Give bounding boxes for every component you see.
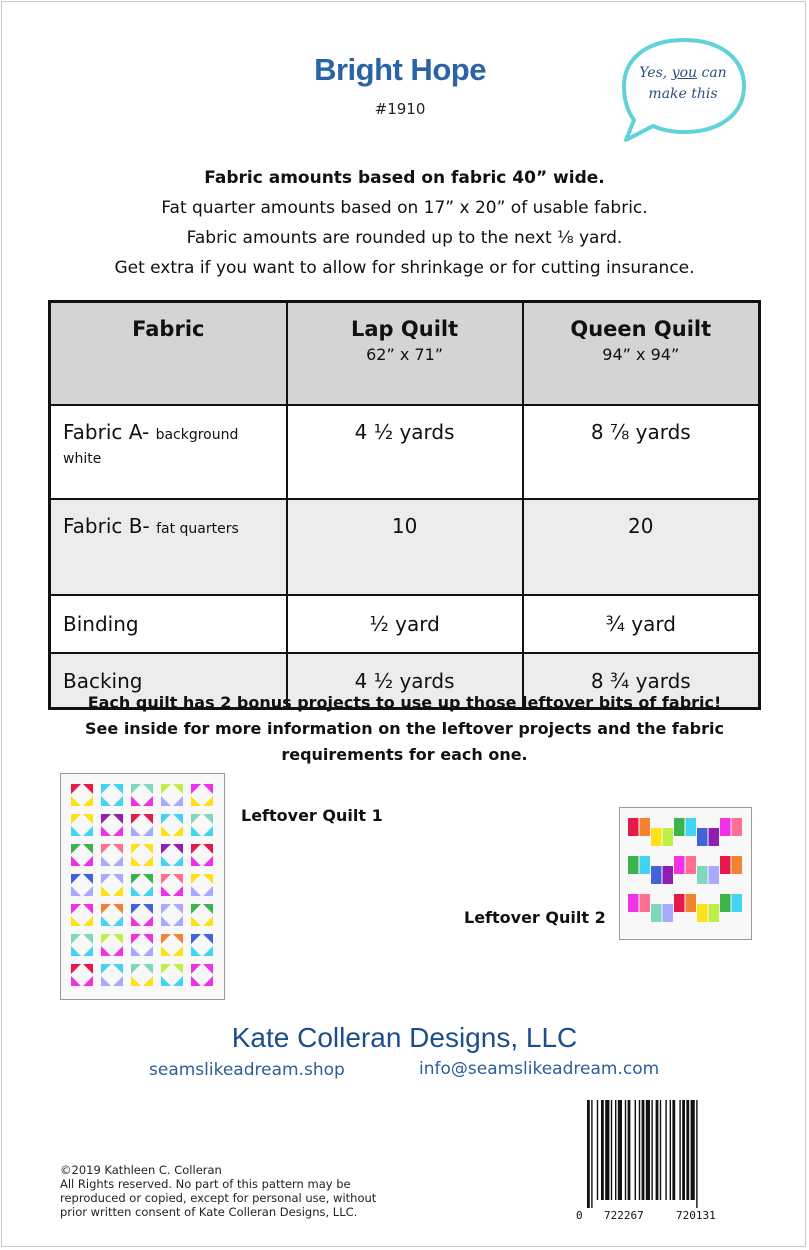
quilt-strip <box>697 828 708 846</box>
quilt-triangle <box>143 976 153 986</box>
quilt-triangle <box>173 934 183 944</box>
quilt-triangle <box>71 844 81 854</box>
quilt-triangle <box>203 874 213 884</box>
table-row <box>50 499 760 595</box>
quilt-triangle <box>143 784 153 794</box>
bonus-line-1: Each quilt has 2 bonus projects to use up those leftover bits of fabric! <box>87 693 722 712</box>
quilt-triangle <box>191 784 201 794</box>
quilt-triangle <box>191 934 201 944</box>
quilt-triangle <box>113 886 123 896</box>
quilt-triangle <box>191 946 201 956</box>
quilt-triangle <box>71 964 81 974</box>
leftover-quilt-1-image <box>60 773 225 1000</box>
pattern-title: Bright Hope <box>314 52 486 87</box>
quilt-triangle <box>101 814 111 824</box>
barcode-bar <box>615 1100 616 1200</box>
barcode-bar <box>682 1100 685 1200</box>
quilt-triangle <box>161 904 171 914</box>
quilt-triangle <box>83 796 93 806</box>
quilt-triangle <box>71 796 81 806</box>
quilt-triangle <box>143 916 153 926</box>
quilt-triangle <box>191 844 201 854</box>
barcode-bar <box>587 1100 590 1208</box>
table-row <box>50 405 760 499</box>
barcode-bar <box>605 1100 609 1200</box>
row-lap-amount: 4 ½ yards <box>287 653 523 709</box>
quilt-strip <box>628 856 639 874</box>
quilt-strip <box>663 828 674 846</box>
quilt-strip <box>651 866 662 884</box>
copyright-line: All Rights reserved. No part of this pattern may be <box>60 1177 351 1191</box>
quilt-triangle <box>173 814 183 824</box>
quilt-triangle <box>113 964 123 974</box>
barcode-bar <box>656 1100 659 1200</box>
row-fabric-name: Binding <box>50 595 287 653</box>
quilt-strip <box>732 818 743 836</box>
quilt-triangle <box>173 916 183 926</box>
quilt-triangle <box>71 784 81 794</box>
quilt-triangle <box>71 934 81 944</box>
quilt-triangle <box>131 856 141 866</box>
row-fabric-name: Fabric A- background white <box>50 405 287 499</box>
quilt-triangle <box>83 916 93 926</box>
quilt-triangle <box>203 934 213 944</box>
quilt-triangle <box>131 946 141 956</box>
quilt-triangle <box>161 916 171 926</box>
note-line-2: Fat quarter amounts based on 17” x 20” of usable fabric. <box>161 198 648 218</box>
quilt-triangle <box>191 814 201 824</box>
barcode-bar <box>691 1100 695 1200</box>
quilt-triangle <box>143 844 153 854</box>
quilt-strip <box>628 894 639 912</box>
quilt-triangle <box>101 856 111 866</box>
quilt-triangle <box>83 784 93 794</box>
quilt-strip <box>686 856 697 874</box>
quilt-strip <box>686 894 697 912</box>
quilt-1-blocks <box>61 774 224 999</box>
bonus-line-2: See inside for more information on the leftover projects and the fabric <box>85 719 724 738</box>
quilt-strip <box>720 818 731 836</box>
barcode-bar <box>591 1100 592 1208</box>
quilt-triangle <box>83 964 93 974</box>
quilt-triangle <box>113 844 123 854</box>
quilt-triangle <box>101 976 111 986</box>
quilt-triangle <box>101 886 111 896</box>
quilt-triangle <box>161 784 171 794</box>
barcode-digits-2: 720131 <box>676 1209 716 1222</box>
quilt-triangle <box>173 976 183 986</box>
quilt-triangle <box>161 814 171 824</box>
quilt-strip <box>720 856 731 874</box>
quilt-triangle <box>71 916 81 926</box>
row-lap-amount: ½ yard <box>287 595 523 653</box>
quilt-triangle <box>143 904 153 914</box>
quilt-triangle <box>173 856 183 866</box>
quilt-triangle <box>203 826 213 836</box>
quilt-triangle <box>131 964 141 974</box>
barcode-bar <box>646 1100 650 1200</box>
quilt-triangle <box>71 976 81 986</box>
quilt-triangle <box>161 844 171 854</box>
quilt-triangle <box>191 964 201 974</box>
bonus-projects-text <box>60 690 749 768</box>
fabric-notes <box>60 163 749 283</box>
copyright-line: prior written consent of Kate Colleran Designs, LLC. <box>60 1205 358 1219</box>
quilt-strip <box>720 894 731 912</box>
barcode-bar <box>651 1100 652 1200</box>
website-link[interactable]: seamslikeadream.shop <box>149 1060 345 1080</box>
quilt-triangle <box>191 976 201 986</box>
quilt-triangle <box>173 964 183 974</box>
row-queen-amount: 8 ¾ yards <box>523 653 760 709</box>
quilt-triangle <box>101 904 111 914</box>
quilt-triangle <box>173 904 183 914</box>
quilt-strip <box>674 894 685 912</box>
quilt-strip <box>709 904 720 922</box>
barcode-bar <box>601 1100 604 1200</box>
quilt-triangle <box>83 886 93 896</box>
copyright-line: reproduced or copied, except for personal use, without <box>60 1191 377 1205</box>
quilt-triangle <box>173 826 183 836</box>
row-lap-amount: 10 <box>287 499 523 595</box>
barcode-bar <box>670 1100 671 1200</box>
quilt-triangle <box>83 934 93 944</box>
company-name: Kate Colleran Designs, LLC <box>231 1022 578 1053</box>
barcode-bar <box>642 1100 645 1200</box>
barcode-bar <box>679 1100 680 1200</box>
row-fabric-name: Fabric B- fat quarters <box>50 499 287 595</box>
quilt-triangle <box>191 916 201 926</box>
quilt-triangle <box>83 904 93 914</box>
quilt-strip <box>674 856 685 874</box>
quilt-triangle <box>113 874 123 884</box>
quilt-strip <box>732 856 743 874</box>
fabric-requirements-table <box>48 300 761 710</box>
leftover-quilt-1-label: Leftover Quilt 1 <box>241 806 383 825</box>
quilt-strip <box>640 856 651 874</box>
quilt-triangle <box>131 874 141 884</box>
quilt-triangle <box>71 904 81 914</box>
table-row <box>50 595 760 653</box>
row-queen-amount: 20 <box>523 499 760 595</box>
quilt-triangle <box>83 844 93 854</box>
quilt-triangle <box>101 826 111 836</box>
quilt-triangle <box>203 886 213 896</box>
header-queen-quilt: Queen Quilt 94” x 94” <box>523 302 760 406</box>
barcode-icon <box>587 1100 735 1208</box>
quilt-triangle <box>83 976 93 986</box>
quilt-triangle <box>83 814 93 824</box>
quilt-triangle <box>173 946 183 956</box>
barcode-bar <box>660 1100 661 1200</box>
quilt-triangle <box>101 844 111 854</box>
quilt-triangle <box>191 886 201 896</box>
quilt-triangle <box>131 796 141 806</box>
leftover-quilt-2-image <box>619 807 752 940</box>
quilt-triangle <box>161 856 171 866</box>
quilt-strip <box>697 904 708 922</box>
quilt-strip <box>697 866 708 884</box>
row-lap-amount: 4 ½ yards <box>287 405 523 499</box>
quilt-triangle <box>191 904 201 914</box>
quilt-triangle <box>113 904 123 914</box>
quilt-triangle <box>143 886 153 896</box>
quilt-triangle <box>131 916 141 926</box>
barcode-bar <box>696 1100 697 1208</box>
quilt-triangle <box>113 796 123 806</box>
barcode-bar <box>611 1100 612 1200</box>
quilt-triangle <box>203 796 213 806</box>
quilt-strip <box>709 828 720 846</box>
quilt-triangle <box>161 976 171 986</box>
quilt-triangle <box>131 784 141 794</box>
bonus-line-3: requirements for each one. <box>281 745 528 764</box>
copyright-line: ©2019 Kathleen C. Colleran <box>60 1163 222 1177</box>
barcode-bar <box>618 1100 622 1200</box>
table-header-row <box>50 302 760 406</box>
quilt-triangle <box>113 916 123 926</box>
note-line-3: Fabric amounts are rounded up to the next ⅛ yard. <box>186 228 623 248</box>
barcode-bar <box>686 1100 689 1200</box>
row-queen-amount: 8 ⅞ yards <box>523 405 760 499</box>
quilt-triangle <box>83 874 93 884</box>
quilt-triangle <box>161 946 171 956</box>
barcode-bar <box>625 1100 626 1200</box>
row-fabric-name: Backing <box>50 653 287 709</box>
quilt-triangle <box>131 814 141 824</box>
header-lap-quilt: Lap Quilt 62” x 71” <box>287 302 523 406</box>
quilt-2-blocks <box>620 808 751 939</box>
quilt-triangle <box>191 826 201 836</box>
barcode-bar <box>665 1100 666 1200</box>
quilt-triangle <box>173 886 183 896</box>
quilt-triangle <box>203 946 213 956</box>
quilt-triangle <box>83 856 93 866</box>
quilt-triangle <box>161 964 171 974</box>
quilt-triangle <box>101 784 111 794</box>
quilt-triangle <box>191 796 201 806</box>
quilt-strip <box>640 818 651 836</box>
quilt-strip <box>674 818 685 836</box>
quilt-triangle <box>131 844 141 854</box>
quilt-triangle <box>143 826 153 836</box>
bubble-line-1: Yes, you can <box>639 65 727 81</box>
quilt-triangle <box>71 856 81 866</box>
quilt-triangle <box>143 814 153 824</box>
quilt-triangle <box>101 934 111 944</box>
quilt-strip <box>651 904 662 922</box>
quilt-triangle <box>113 826 123 836</box>
quilt-triangle <box>131 904 141 914</box>
quilt-strip <box>628 818 639 836</box>
quilt-triangle <box>173 844 183 854</box>
quilt-triangle <box>203 976 213 986</box>
leftover-quilt-2-label: Leftover Quilt 2 <box>464 908 606 927</box>
quilt-triangle <box>101 946 111 956</box>
quilt-triangle <box>143 874 153 884</box>
quilt-triangle <box>203 844 213 854</box>
quilt-triangle <box>143 856 153 866</box>
quilt-triangle <box>113 976 123 986</box>
quilt-triangle <box>113 784 123 794</box>
quilt-triangle <box>143 946 153 956</box>
quilt-triangle <box>101 916 111 926</box>
quilt-strip <box>651 828 662 846</box>
pattern-number: #1910 <box>374 100 426 118</box>
note-line-4: Get extra if you want to allow for shrinkage or for cutting insurance. <box>114 258 695 278</box>
quilt-triangle <box>71 946 81 956</box>
quilt-triangle <box>131 886 141 896</box>
quilt-triangle <box>161 796 171 806</box>
quilt-triangle <box>203 916 213 926</box>
barcode-digits-1: 722267 <box>604 1209 644 1222</box>
quilt-triangle <box>131 976 141 986</box>
bubble-line-2: make this <box>648 86 718 102</box>
barcode-bar <box>672 1100 675 1200</box>
barcode-bar <box>635 1100 636 1200</box>
quilt-strip <box>686 818 697 836</box>
quilt-triangle <box>161 886 171 896</box>
barcode-bar <box>597 1100 598 1200</box>
quilt-triangle <box>71 874 81 884</box>
quilt-triangle <box>71 814 81 824</box>
quilt-triangle <box>173 796 183 806</box>
quilt-triangle <box>203 964 213 974</box>
quilt-strip <box>663 904 674 922</box>
quilt-triangle <box>203 856 213 866</box>
row-queen-amount: ¾ yard <box>523 595 760 653</box>
quilt-triangle <box>143 934 153 944</box>
quilt-triangle <box>113 814 123 824</box>
quilt-triangle <box>191 856 201 866</box>
header-fabric: Fabric <box>50 302 287 406</box>
quilt-triangle <box>173 874 183 884</box>
quilt-triangle <box>161 934 171 944</box>
email-link[interactable]: info@seamslikeadream.com <box>419 1059 660 1079</box>
quilt-triangle <box>173 784 183 794</box>
note-line-1: Fabric amounts based on fabric 40” wide. <box>204 168 605 188</box>
copyright-notice <box>60 1163 400 1219</box>
quilt-triangle <box>113 856 123 866</box>
quilt-triangle <box>203 814 213 824</box>
quilt-triangle <box>143 964 153 974</box>
quilt-triangle <box>71 886 81 896</box>
quilt-strip <box>709 866 720 884</box>
quilt-triangle <box>101 796 111 806</box>
barcode-digit-left: 0 <box>576 1209 583 1222</box>
bubble-text <box>628 63 738 105</box>
quilt-triangle <box>191 874 201 884</box>
quilt-triangle <box>83 826 93 836</box>
quilt-triangle <box>203 784 213 794</box>
quilt-triangle <box>161 826 171 836</box>
quilt-triangle <box>203 904 213 914</box>
quilt-triangle <box>131 934 141 944</box>
quilt-triangle <box>101 874 111 884</box>
quilt-strip <box>663 866 674 884</box>
quilt-triangle <box>71 826 81 836</box>
barcode-bar <box>628 1100 631 1200</box>
quilt-strip <box>640 894 651 912</box>
quilt-triangle <box>143 796 153 806</box>
quilt-triangle <box>113 946 123 956</box>
quilt-triangle <box>161 874 171 884</box>
quilt-triangle <box>101 964 111 974</box>
quilt-triangle <box>113 934 123 944</box>
quilt-triangle <box>83 946 93 956</box>
quilt-strip <box>732 894 743 912</box>
quilt-triangle <box>131 826 141 836</box>
barcode-bar <box>639 1100 640 1200</box>
